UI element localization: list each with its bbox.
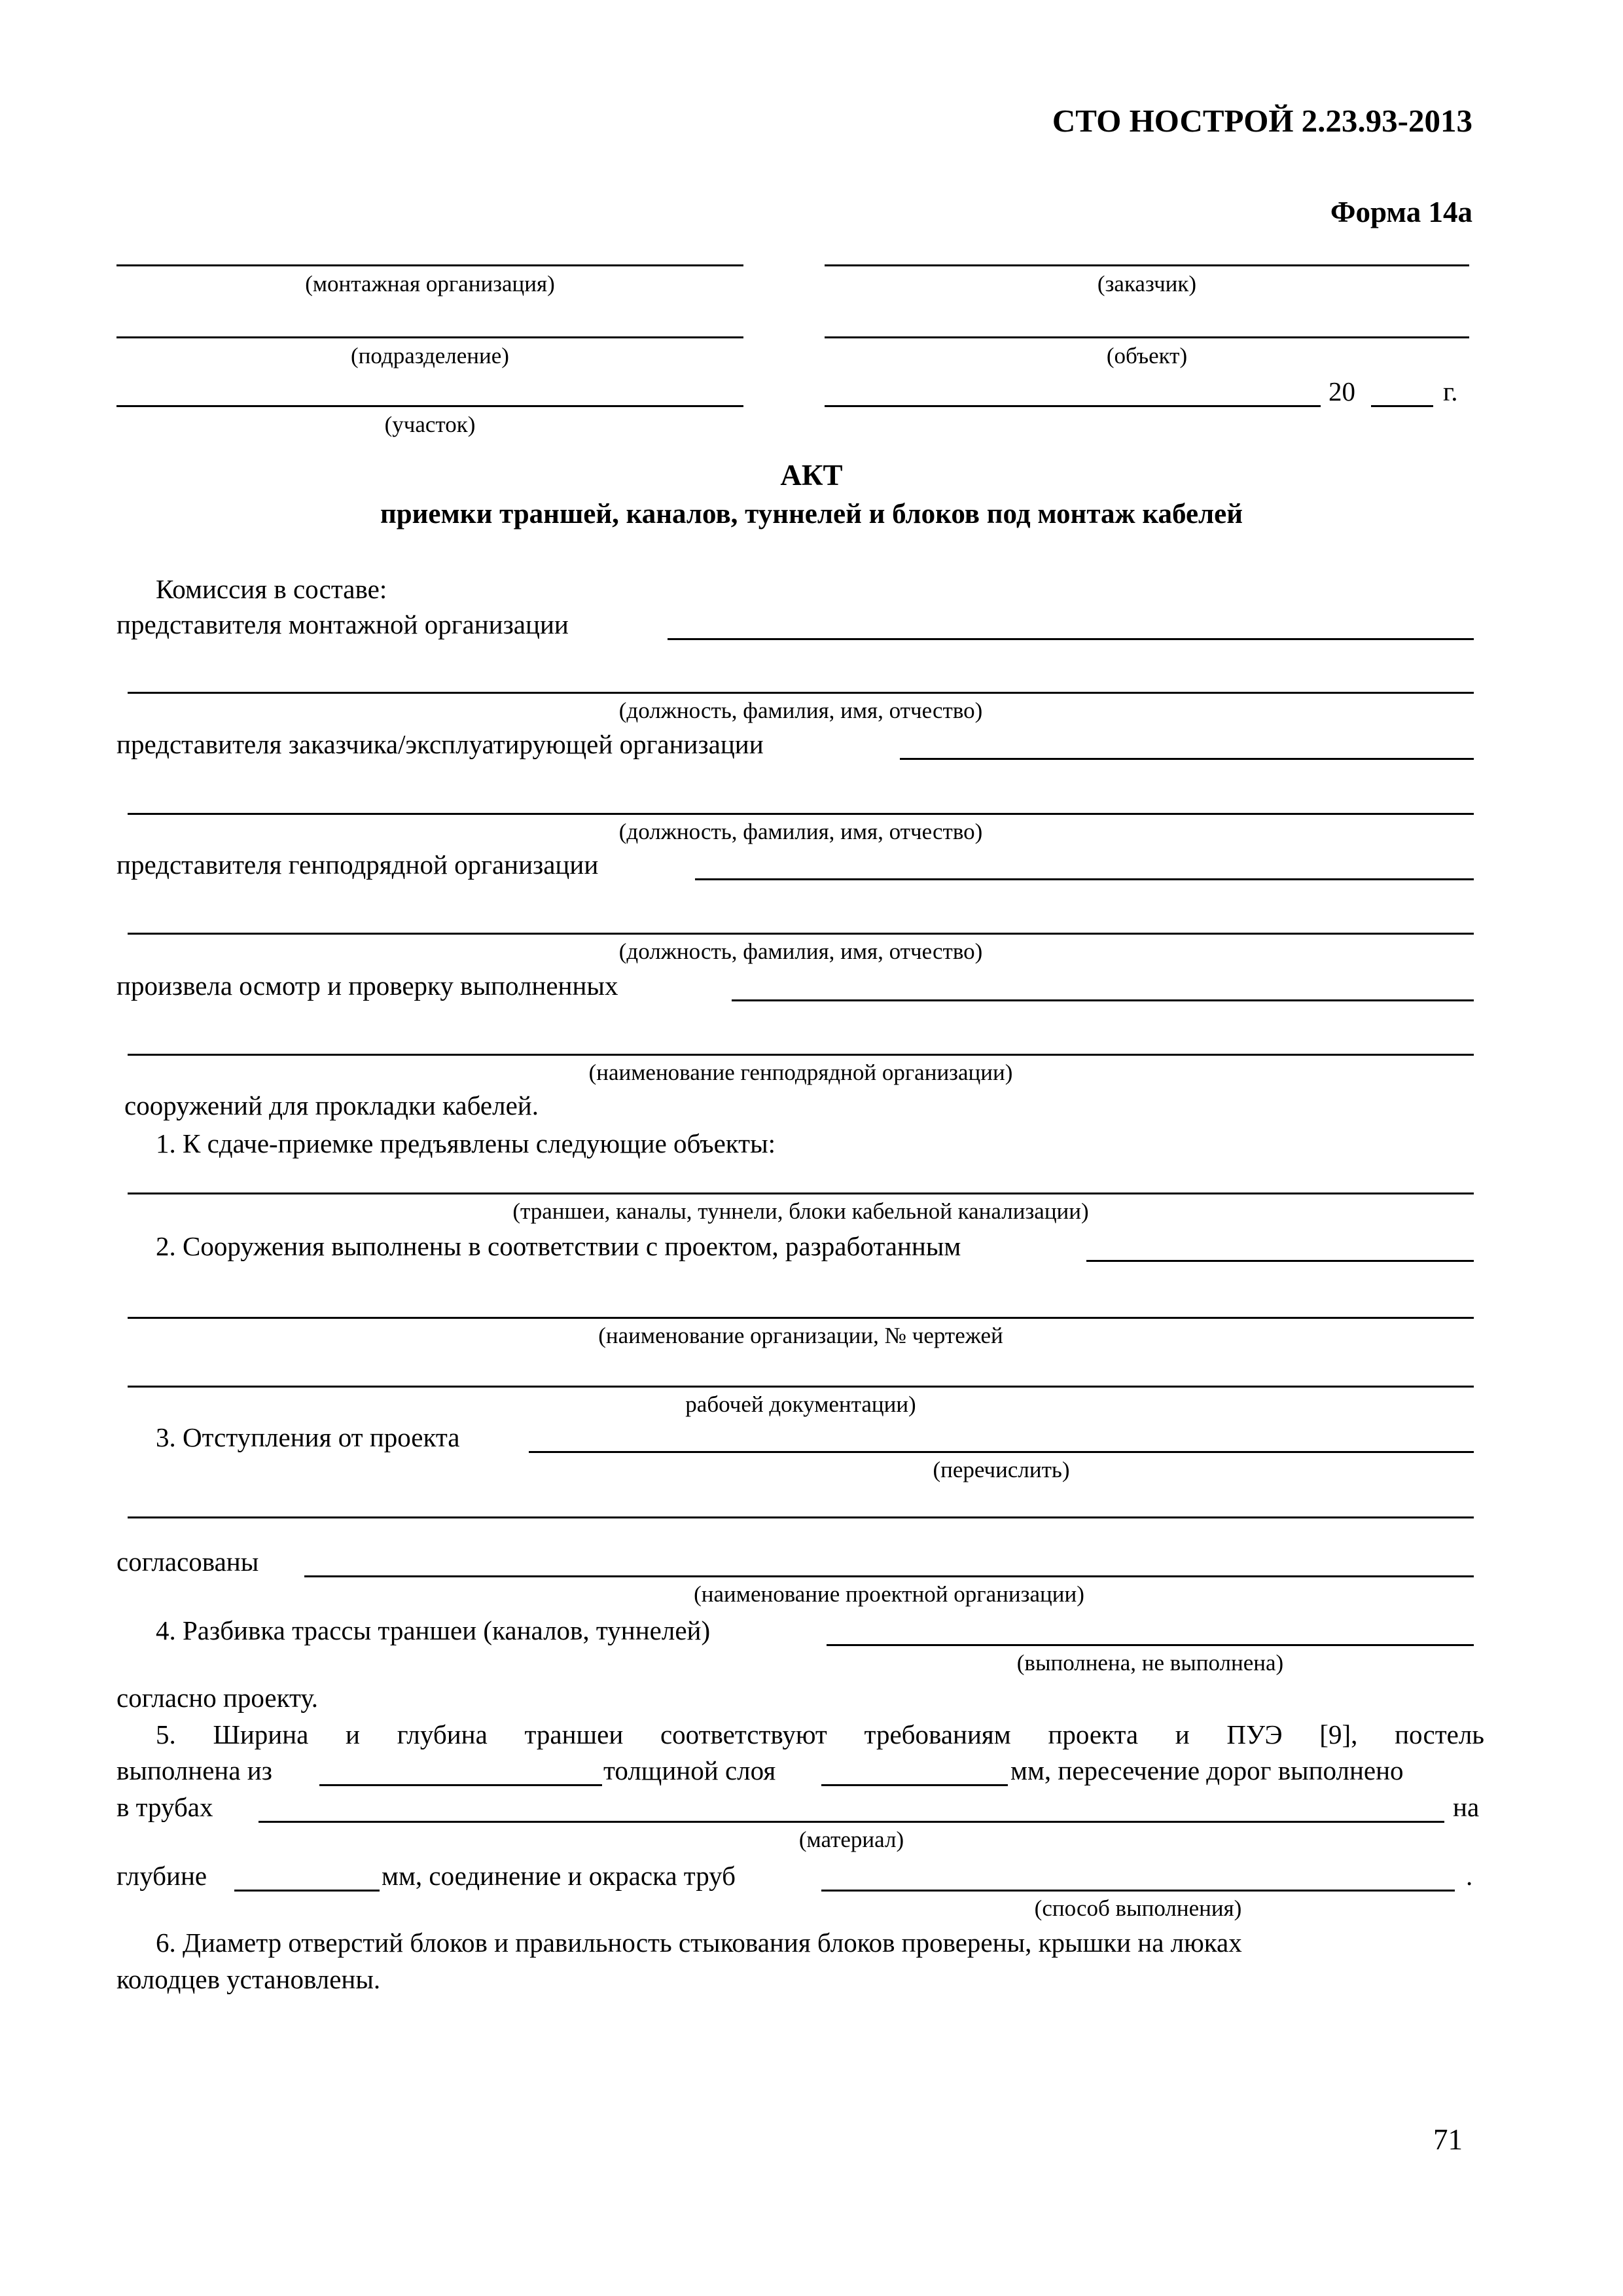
commission-intro: Комиссия в составе: [156,574,387,604]
item-4-line[interactable] [827,1644,1474,1646]
item-5-mm-joint: мм, соединение и окраска труб [382,1861,736,1891]
act-subtitle: приемки траншей, каналов, туннелей и блоков под монтаж кабелей [380,499,1243,529]
form-number: Форма 14а [1330,196,1472,228]
item-5-thickness: толщиной слоя [603,1755,776,1785]
item-2-caption-b: рабочей документации) [685,1391,916,1417]
rep-general-line[interactable] [695,878,1474,880]
item-3-caption: (перечислить) [933,1457,1070,1482]
rep-mount-line-2[interactable] [128,692,1474,694]
item-5-line-1: 5. Ширина и глубина траншеи соответствуют требованиям проекта и ПУЭ [9], постель [156,1719,1484,1749]
item-3-line[interactable] [529,1451,1474,1453]
item-5-thickness-line[interactable] [821,1784,1008,1786]
general-org-line[interactable] [128,1054,1474,1056]
item-1-line[interactable] [128,1193,1474,1194]
rep-customer-line[interactable] [900,758,1474,760]
mount-org-caption: (монтажная организация) [305,271,555,296]
item-5-on: на [1453,1792,1480,1822]
item-1-text: 1. К сдаче-приемке предъявлены следующие объекты: [156,1128,776,1158]
rep-general-label: представителя генподрядной организации [116,850,599,880]
item-6-line-2: колодцев установлены. [116,1964,381,1994]
item-2-caption-a: (наименование организации, № чертежей [598,1323,1003,1348]
subdivision-caption: (подразделение) [351,343,509,368]
item-5-mm-tail: мм, пересечение дорог выполнено [1010,1755,1404,1785]
act-title: АКТ [780,459,843,492]
date-line[interactable] [825,405,1321,407]
item-5-made-of: выполнена из [116,1755,272,1785]
item-5-depth-line[interactable] [234,1890,380,1892]
section-caption: (участок) [384,412,476,437]
item-6-line-1: 6. Диаметр отверстий блоков и правильность стыкования блоков проверены, крышки на люках [156,1928,1242,1958]
rep-mount-label: представителя монтажной организации [116,609,569,639]
item-4-tail: согласно проекту. [116,1683,319,1713]
item-2-text: 2. Сооружения выполнены в соответствии с проектом, разработанным [156,1231,961,1261]
item-5-method-line[interactable] [821,1890,1455,1892]
rep-mount-caption: (должность, фамилия, имя, отчество) [618,698,983,723]
item-5-period: . [1466,1861,1473,1891]
object-caption: (объект) [1106,343,1188,368]
general-org-caption: (наименование генподрядной организации) [588,1060,1013,1085]
rep-customer-line-2[interactable] [128,813,1474,815]
rep-general-caption: (должность, фамилия, имя, отчество) [618,939,983,964]
date-year-label: г. [1443,376,1458,406]
agreed-line[interactable] [304,1575,1474,1577]
rep-customer-label: представителя заказчика/эксплуатирующей организации [116,729,764,759]
item-5-depth: глубине [116,1861,207,1891]
customer-line[interactable] [825,264,1469,266]
item-5-material-line[interactable] [319,1784,602,1786]
date-twenty: 20 [1329,376,1355,406]
date-year-line[interactable] [1371,405,1433,407]
mount-org-line[interactable] [116,264,743,266]
item-5-in-pipes: в трубах [116,1792,213,1822]
rep-general-line-2[interactable] [128,933,1474,935]
item-2-line-2[interactable] [128,1317,1474,1319]
inspected-label: произвела осмотр и проверку выполненных [116,971,618,1001]
rep-customer-caption: (должность, фамилия, имя, отчество) [618,819,983,844]
agreed-label: согласованы [116,1547,259,1577]
item-4-caption: (выполнена, не выполнена) [1016,1650,1284,1676]
inspected-line[interactable] [732,999,1474,1001]
item-3-text: 3. Отступления от проекта [156,1422,460,1452]
structures-text: сооружений для прокладки кабелей. [124,1090,539,1121]
item-5-material-caption: (материал) [798,1827,904,1852]
page-number: 71 [1433,2123,1463,2156]
rep-mount-line[interactable] [668,638,1474,640]
item-5-pipes-line[interactable] [259,1821,1444,1823]
standard-code: СТО НОСТРОЙ 2.23.93-2013 [1052,103,1472,139]
item-3-line-2[interactable] [128,1516,1474,1518]
object-line[interactable] [825,336,1469,338]
item-2-line-3[interactable] [128,1386,1474,1388]
section-line[interactable] [116,405,743,407]
agreed-caption: (наименование проектной организации) [694,1581,1084,1607]
item-2-line[interactable] [1086,1260,1474,1262]
customer-caption: (заказчик) [1097,271,1197,296]
item-4-text: 4. Разбивка трассы траншеи (каналов, туннелей) [156,1615,711,1645]
subdivision-line[interactable] [116,336,743,338]
item-5-method-caption: (способ выполнения) [1034,1895,1242,1921]
item-1-caption: (траншеи, каналы, туннели, блоки кабельной канализации) [512,1198,1089,1224]
